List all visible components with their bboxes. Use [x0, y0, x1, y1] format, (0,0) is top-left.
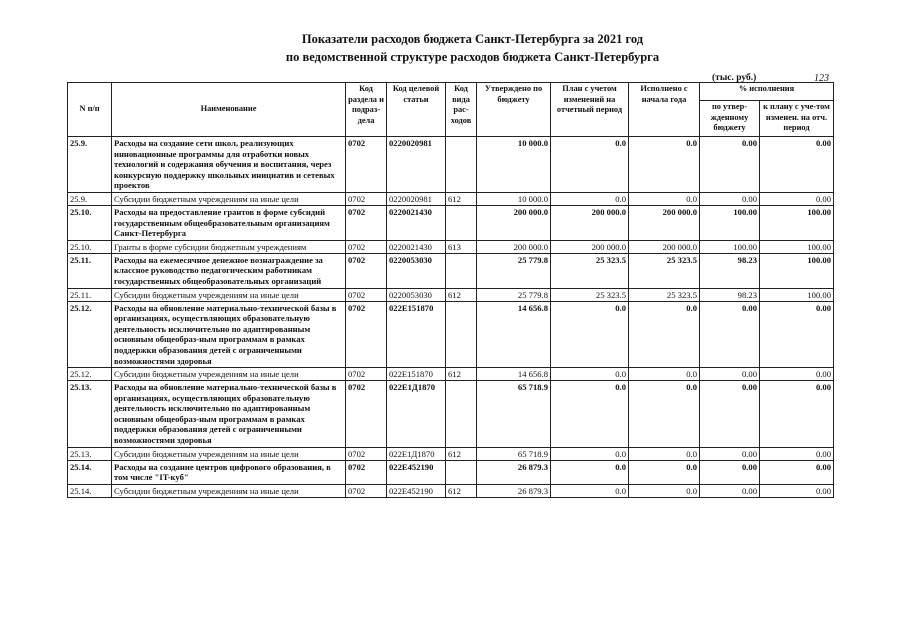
cell-expense-type-code: 612 [446, 368, 477, 381]
cell-num: 25.14. [68, 460, 112, 484]
units-label: (тыс. руб.) [712, 73, 757, 83]
cell-pct-approved: 0.00 [700, 460, 760, 484]
cell-executed: 0.0 [629, 368, 700, 381]
cell-plan: 0.0 [551, 381, 629, 448]
cell-pct-approved: 0.00 [700, 381, 760, 448]
header-section-code: Код раздела и подраз-дела [346, 83, 387, 137]
cell-plan: 0.0 [551, 301, 629, 368]
table-row-expense [68, 253, 834, 288]
table-row-subsidy [68, 240, 834, 253]
header-approved: Утверждено по бюджету [477, 83, 551, 137]
cell-approved: 65 718.9 [477, 381, 551, 448]
cell-name: Субсидии бюджетным учреждениям на иные цели [112, 447, 346, 460]
cell-name: Расходы на ежемесячное денежное вознаграждение за классное руководство педагогическим работникам государственных общеобразовательных организаций [112, 253, 346, 288]
cell-pct-plan: 100.00 [760, 253, 834, 288]
cell-approved: 26 879.3 [477, 460, 551, 484]
cell-expense-type-code [446, 301, 477, 368]
cell-approved: 26 879.3 [477, 484, 551, 497]
header-pct-plan: к плану с уче-том изменен. на отч. период [760, 101, 834, 137]
cell-num: 25.13. [68, 381, 112, 448]
table-row-subsidy [68, 192, 834, 205]
cell-expense-type-code [446, 253, 477, 288]
page-number: 123 [814, 73, 829, 84]
cell-approved: 25 779.8 [477, 288, 551, 301]
cell-name: Расходы на предоставление грантов в форме субсидий государственным общеобразовательным организациям Санкт-Петербурга [112, 205, 346, 240]
cell-expense-type-code: 613 [446, 240, 477, 253]
cell-pct-approved: 0.00 [700, 447, 760, 460]
cell-approved: 14 656.8 [477, 368, 551, 381]
header-pct-group: % исполнения [700, 83, 834, 101]
cell-approved: 65 718.9 [477, 447, 551, 460]
cell-num: 25.12. [68, 301, 112, 368]
cell-plan: 0.0 [551, 368, 629, 381]
cell-target-code: 0220020981 [387, 192, 446, 205]
cell-executed: 0.0 [629, 137, 700, 193]
header-executed: Исполнено с начала года [629, 83, 700, 137]
table-row-subsidy [68, 447, 834, 460]
cell-pct-plan: 100.00 [760, 240, 834, 253]
cell-target-code: 0220021430 [387, 240, 446, 253]
cell-section-code: 0702 [346, 137, 387, 193]
cell-num: 25.11. [68, 253, 112, 288]
cell-expense-type-code [446, 205, 477, 240]
cell-plan: 200 000.0 [551, 205, 629, 240]
table-row-expense [68, 137, 834, 193]
cell-num: 25.10. [68, 240, 112, 253]
cell-executed: 0.0 [629, 192, 700, 205]
cell-name: Субсидии бюджетным учреждениям на иные цели [112, 368, 346, 381]
cell-executed: 0.0 [629, 484, 700, 497]
cell-num: 25.10. [68, 205, 112, 240]
cell-pct-plan: 0.00 [760, 368, 834, 381]
cell-target-code: 022E151870 [387, 301, 446, 368]
cell-approved: 25 779.8 [477, 253, 551, 288]
cell-name: Субсидии бюджетным учреждениям на иные цели [112, 288, 346, 301]
cell-expense-type-code [446, 460, 477, 484]
cell-name: Гранты в форме субсидии бюджетным учреждениям [112, 240, 346, 253]
table-row-expense [68, 301, 834, 368]
cell-target-code: 022E1Д1870 [387, 447, 446, 460]
cell-executed: 0.0 [629, 381, 700, 448]
cell-name: Субсидии бюджетным учреждениям на иные цели [112, 192, 346, 205]
cell-section-code: 0702 [346, 288, 387, 301]
cell-name: Расходы на создание центров цифрового образования, в том числе "IT-куб" [112, 460, 346, 484]
expenses-table [67, 82, 834, 498]
cell-pct-approved: 0.00 [700, 192, 760, 205]
cell-pct-approved: 0.00 [700, 301, 760, 368]
cell-target-code: 0220053030 [387, 288, 446, 301]
cell-name: Субсидии бюджетным учреждениям на иные цели [112, 484, 346, 497]
cell-plan: 0.0 [551, 192, 629, 205]
cell-section-code: 0702 [346, 240, 387, 253]
cell-pct-approved: 0.00 [700, 368, 760, 381]
cell-expense-type-code: 612 [446, 484, 477, 497]
cell-pct-approved: 98.23 [700, 288, 760, 301]
cell-approved: 200 000.0 [477, 205, 551, 240]
cell-target-code: 0220053030 [387, 253, 446, 288]
cell-plan: 200 000.0 [551, 240, 629, 253]
cell-approved: 10 000.0 [477, 137, 551, 193]
table-row-subsidy [68, 368, 834, 381]
cell-pct-plan: 0.00 [760, 381, 834, 448]
cell-num: 25.13. [68, 447, 112, 460]
cell-executed: 200 000.0 [629, 240, 700, 253]
cell-pct-approved: 0.00 [700, 137, 760, 193]
cell-plan: 25 323.5 [551, 253, 629, 288]
header-pct-approved: по утвер-жденному бюджету [700, 101, 760, 137]
cell-target-code: 0220021430 [387, 205, 446, 240]
cell-approved: 10 000.0 [477, 192, 551, 205]
cell-executed: 0.0 [629, 460, 700, 484]
cell-target-code: 022E452190 [387, 460, 446, 484]
document-title-line-2: по ведомственной структуре расходов бюджета Санкт-Петербурга [285, 50, 660, 64]
cell-pct-plan: 100.00 [760, 205, 834, 240]
cell-pct-approved: 0.00 [700, 484, 760, 497]
cell-pct-plan: 0.00 [760, 301, 834, 368]
cell-pct-plan: 0.00 [760, 447, 834, 460]
cell-target-code: 0220020981 [387, 137, 446, 193]
header-row [68, 83, 834, 101]
table-body [68, 137, 834, 498]
document-title-line-1: Показатели расходов бюджета Санкт-Петербурга за 2021 год [301, 32, 644, 46]
cell-plan: 0.0 [551, 447, 629, 460]
cell-pct-approved: 100.00 [700, 205, 760, 240]
table-row-subsidy [68, 288, 834, 301]
cell-num: 25.9. [68, 137, 112, 193]
header-name: Наименование [112, 83, 346, 137]
cell-section-code: 0702 [346, 484, 387, 497]
cell-executed: 0.0 [629, 301, 700, 368]
cell-target-code: 022E151870 [387, 368, 446, 381]
cell-section-code: 0702 [346, 460, 387, 484]
cell-name: Расходы на создание сети школ, реализующих инновационные программы для отработки новых технологий и содержания обучения и воспитания, через конкурсную поддержку школьных инициатив и сетевых проектов [112, 137, 346, 193]
cell-section-code: 0702 [346, 368, 387, 381]
cell-executed: 200 000.0 [629, 205, 700, 240]
cell-plan: 25 323.5 [551, 288, 629, 301]
cell-num: 25.14. [68, 484, 112, 497]
cell-section-code: 0702 [346, 381, 387, 448]
header-num: N п/п [68, 83, 112, 137]
cell-executed: 25 323.5 [629, 288, 700, 301]
cell-plan: 0.0 [551, 460, 629, 484]
cell-name: Расходы на обновление материально-технической базы в организациях, осуществляющих образовательную деятельность исключительно по адаптированным основным общеобраз-ным программам в рамках поддержки образования детей с ограниченными возможностями здоровья [112, 301, 346, 368]
cell-pct-plan: 0.00 [760, 137, 834, 193]
cell-expense-type-code [446, 137, 477, 193]
cell-name: Расходы на обновление материально-технической базы в организациях, осуществляющих образовательную деятельность исключительно по адаптированным основным общеобраз-ным программам в рамках поддержки образования детей с ограниченными возможностями здоровья [112, 381, 346, 448]
table-row-expense [68, 205, 834, 240]
cell-section-code: 0702 [346, 192, 387, 205]
table-row-expense [68, 381, 834, 448]
cell-pct-plan: 100.00 [760, 288, 834, 301]
cell-expense-type-code: 612 [446, 288, 477, 301]
cell-num: 25.11. [68, 288, 112, 301]
cell-pct-approved: 98.23 [700, 253, 760, 288]
cell-expense-type-code: 612 [446, 192, 477, 205]
cell-target-code: 022E452190 [387, 484, 446, 497]
cell-target-code: 022E1Д1870 [387, 381, 446, 448]
cell-plan: 0.0 [551, 137, 629, 193]
cell-executed: 25 323.5 [629, 253, 700, 288]
cell-pct-plan: 0.00 [760, 192, 834, 205]
cell-pct-approved: 100.00 [700, 240, 760, 253]
cell-section-code: 0702 [346, 447, 387, 460]
cell-section-code: 0702 [346, 253, 387, 288]
header-expense-type-code: Код вида рас-ходов [446, 83, 477, 137]
cell-expense-type-code: 612 [446, 447, 477, 460]
cell-section-code: 0702 [346, 301, 387, 368]
table-row-subsidy [68, 484, 834, 497]
cell-expense-type-code [446, 381, 477, 448]
cell-num: 25.9. [68, 192, 112, 205]
cell-pct-plan: 0.00 [760, 460, 834, 484]
cell-approved: 200 000.0 [477, 240, 551, 253]
table-row-expense [68, 460, 834, 484]
cell-pct-plan: 0.00 [760, 484, 834, 497]
cell-executed: 0.0 [629, 447, 700, 460]
cell-num: 25.12. [68, 368, 112, 381]
cell-approved: 14 656.8 [477, 301, 551, 368]
cell-plan: 0.0 [551, 484, 629, 497]
cell-section-code: 0702 [346, 205, 387, 240]
header-plan: План с учетом изменений на отчетный период [551, 83, 629, 137]
header-target-code: Код целевой статьи [387, 83, 446, 137]
